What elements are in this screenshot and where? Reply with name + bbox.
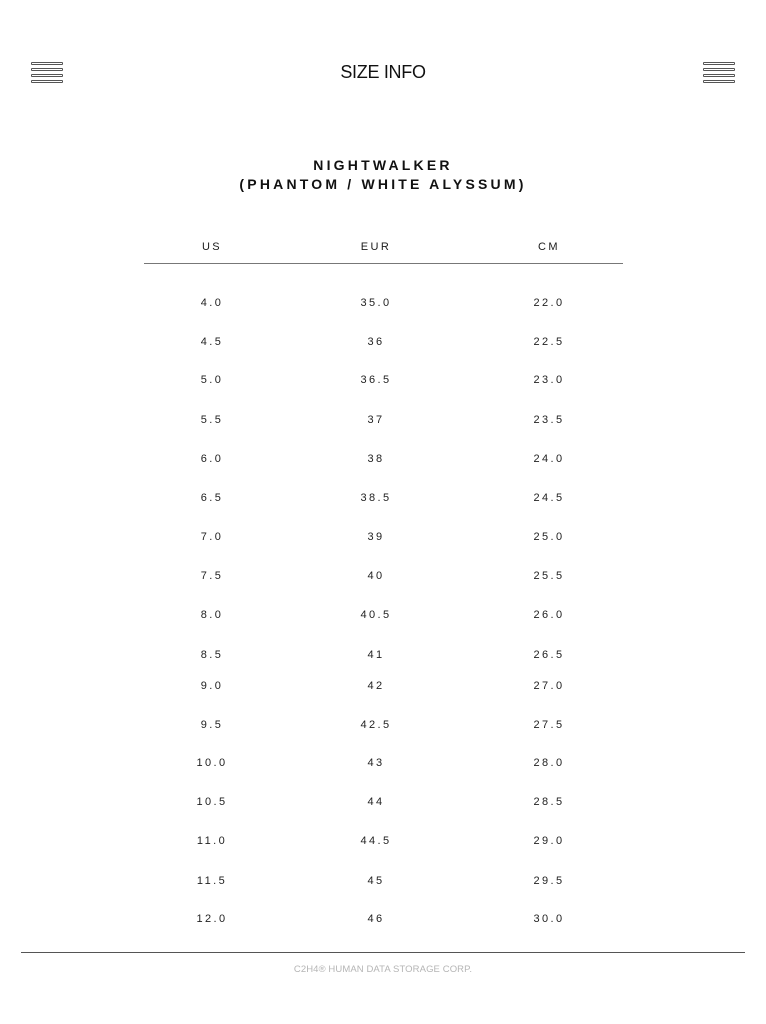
cell-cm: 23.5	[533, 414, 565, 426]
table-row	[144, 757, 623, 773]
cell-cm: 26.5	[533, 649, 565, 661]
product-colorway-line: (PHANTOM / WHITE ALYSSUM)	[239, 176, 527, 192]
cell-cm: 30.0	[533, 913, 565, 925]
table-row	[144, 453, 623, 469]
cell-cm: 24.5	[533, 492, 565, 504]
cell-us: 9.0	[200, 680, 224, 692]
table-row	[144, 719, 623, 735]
cell-us: 12.0	[196, 913, 228, 925]
table-row	[144, 531, 623, 547]
cell-cm: 28.0	[533, 757, 565, 769]
cell-us: 7.0	[200, 531, 224, 543]
cell-cm: 29.5	[533, 875, 565, 887]
table-row	[144, 374, 623, 390]
table-row	[144, 336, 623, 352]
cell-us: 11.5	[196, 875, 228, 887]
cell-us: 6.0	[200, 453, 224, 465]
table-row	[144, 297, 623, 313]
cell-us: 10.0	[196, 757, 228, 769]
cell-cm: 27.5	[533, 719, 565, 731]
cell-eur: 38	[367, 453, 385, 465]
product-name-line: NIGHTWALKER	[313, 157, 453, 173]
cell-eur: 36.5	[360, 374, 392, 386]
cell-us: 8.5	[200, 649, 224, 661]
cell-eur: 35.0	[360, 297, 392, 309]
table-row	[144, 492, 623, 508]
table-row	[144, 414, 623, 430]
table-row	[144, 680, 623, 696]
product-name	[0, 156, 766, 194]
cell-cm: 22.5	[533, 336, 565, 348]
cell-cm: 27.0	[533, 680, 565, 692]
cell-cm: 25.0	[533, 531, 565, 543]
table-row	[144, 796, 623, 812]
cell-eur: 37	[367, 414, 385, 426]
column-header-cm: CM	[538, 241, 560, 253]
column-header-us: US	[201, 241, 223, 253]
cell-us: 5.0	[200, 374, 224, 386]
footer-text: C2H4® HUMAN DATA STORAGE CORP.	[293, 964, 473, 975]
cell-eur: 39	[367, 531, 385, 543]
cell-eur: 46	[367, 913, 385, 925]
table-row	[144, 609, 623, 625]
cell-us: 10.5	[196, 796, 228, 808]
cell-eur: 44	[367, 796, 385, 808]
cell-eur: 44.5	[360, 835, 392, 847]
column-header-eur: EUR	[360, 241, 392, 253]
cell-cm: 23.0	[533, 374, 565, 386]
cell-eur: 41	[367, 649, 385, 661]
cell-eur: 38.5	[360, 492, 392, 504]
table-row	[144, 570, 623, 586]
cell-us: 8.0	[200, 609, 224, 621]
cell-cm: 26.0	[533, 609, 565, 621]
cell-cm: 25.5	[533, 570, 565, 582]
cell-cm: 22.0	[533, 297, 565, 309]
hamburger-menu-icon	[703, 62, 735, 65]
cell-us: 6.5	[200, 492, 224, 504]
footer-divider	[21, 952, 745, 953]
right-menu-button[interactable]	[703, 62, 735, 84]
cell-eur: 42.5	[360, 719, 392, 731]
cell-eur: 43	[367, 757, 385, 769]
cell-us: 4.0	[200, 297, 224, 309]
cell-eur: 36	[367, 336, 385, 348]
page-title: SIZE INFO	[340, 62, 426, 82]
table-row	[144, 875, 623, 891]
cell-eur: 45	[367, 875, 385, 887]
table-row	[144, 913, 623, 929]
size-table-header	[144, 240, 623, 264]
table-row	[144, 835, 623, 851]
cell-eur: 42	[367, 680, 385, 692]
table-row	[144, 649, 623, 665]
cell-us: 11.0	[196, 835, 228, 847]
cell-cm: 28.5	[533, 796, 565, 808]
cell-cm: 29.0	[533, 835, 565, 847]
cell-us: 9.5	[200, 719, 224, 731]
cell-us: 7.5	[200, 570, 224, 582]
cell-us: 5.5	[200, 414, 224, 426]
cell-cm: 24.0	[533, 453, 565, 465]
cell-eur: 40	[367, 570, 385, 582]
cell-eur: 40.5	[360, 609, 392, 621]
cell-us: 4.5	[200, 336, 224, 348]
